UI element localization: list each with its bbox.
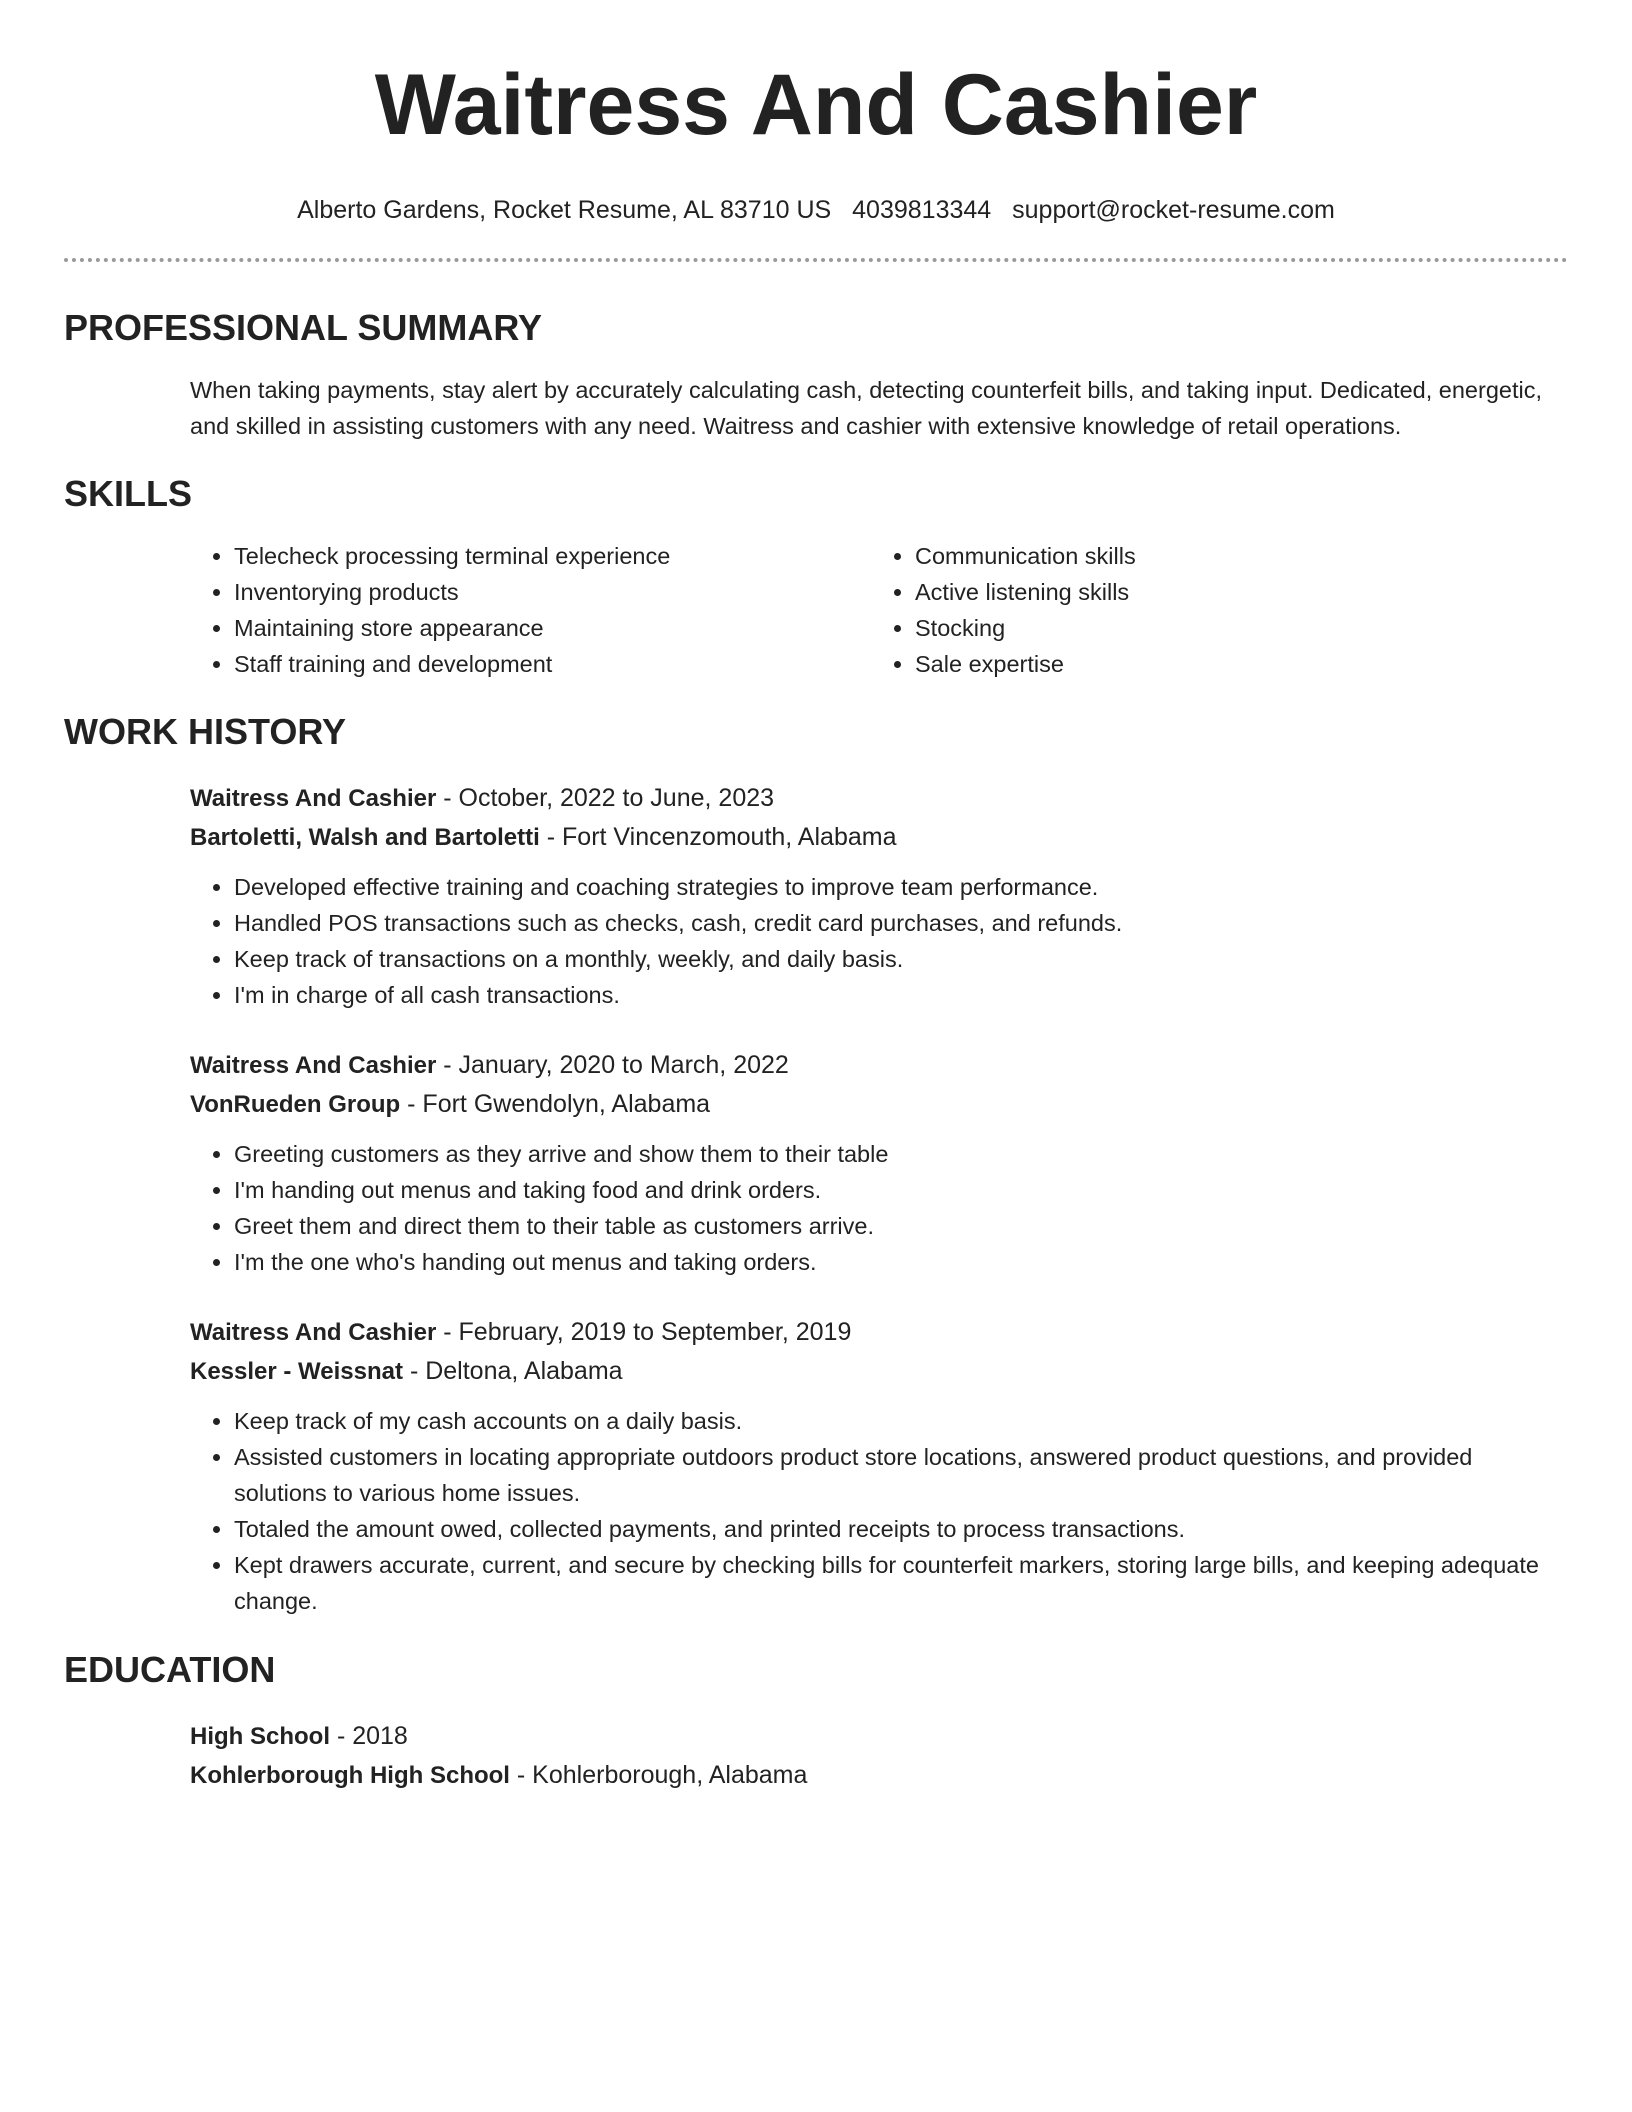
job-title-line: [190, 1046, 1568, 1085]
skill-item: • Active listening skills: [915, 574, 1552, 610]
job-bullet: • Assisted customers in locating appropriate outdoors product store locations, answered product questions, and provided solutions to various home issues.: [234, 1439, 1568, 1511]
skills-list: [64, 538, 1568, 682]
job-bullet: • Keep track of transactions on a monthly, weekly, and daily basis.: [234, 941, 1568, 977]
job-bullet: • Kept drawers accurate, current, and secure by checking bills for counterfeit markers, storing large bills, and keeping adequate change.: [234, 1547, 1568, 1619]
skill-item: • Staff training and development: [234, 646, 871, 682]
work-history-heading: WORK HISTORY: [64, 711, 347, 752]
skill-item: • Stocking: [915, 610, 1552, 646]
job-title: Waitress And Cashier: [190, 1319, 437, 1346]
job-company: Kessler - Weissnat: [190, 1358, 403, 1385]
job-dates: - January, 2020 to March, 2022: [436, 1051, 789, 1079]
job-company: VonRueden Group: [190, 1091, 401, 1118]
job-entry: [64, 779, 1568, 1013]
education-degree: High School: [190, 1723, 330, 1750]
skills-column-right: [871, 538, 1552, 682]
job-title: Waitress And Cashier: [190, 785, 437, 812]
job-location: - Fort Gwendolyn, Alabama: [400, 1090, 711, 1118]
job-company-line: [190, 1352, 1568, 1391]
education-heading: EDUCATION: [64, 1649, 276, 1690]
job-bullet: • I'm in charge of all cash transactions.: [234, 977, 1568, 1013]
job-bullet: • Totaled the amount owed, collected payments, and printed receipts to process transactions.: [234, 1511, 1568, 1547]
job-location: - Deltona, Alabama: [403, 1357, 623, 1385]
contact-line: [64, 194, 1568, 226]
education-year: - 2018: [330, 1722, 408, 1750]
job-company: Bartoletti, Walsh and Bartoletti: [190, 824, 540, 851]
job-title: Waitress And Cashier: [190, 1052, 437, 1079]
contact-phone: 4039813344: [852, 196, 992, 224]
job-bullet-list: [190, 1136, 1568, 1280]
job-bullet: • Keep track of my cash accounts on a daily basis.: [234, 1403, 1568, 1439]
job-entry: [64, 1046, 1568, 1280]
education-school: Kohlerborough High School: [190, 1762, 510, 1789]
job-title-line: [190, 1313, 1568, 1352]
job-bullet: • I'm handing out menus and taking food and drink orders.: [234, 1172, 1568, 1208]
skill-item: • Sale expertise: [915, 646, 1552, 682]
skill-item: • Inventorying products: [234, 574, 871, 610]
job-company-line: [190, 818, 1568, 857]
job-location: - Fort Vincenzomouth, Alabama: [539, 823, 897, 851]
job-company-line: [190, 1085, 1568, 1124]
header-divider: [64, 258, 1568, 262]
job-bullet-list: [190, 1403, 1568, 1619]
job-dates: - October, 2022 to June, 2023: [436, 784, 775, 812]
summary-heading: PROFESSIONAL SUMMARY: [64, 307, 543, 348]
job-title-line: [190, 779, 1568, 818]
skill-item: • Telecheck processing terminal experience: [234, 538, 871, 574]
education-school-line: [190, 1756, 1568, 1795]
job-dates: - February, 2019 to September, 2019: [436, 1318, 852, 1346]
skill-item: • Maintaining store appearance: [234, 610, 871, 646]
job-bullet: • Handled POS transactions such as checks, cash, credit card purchases, and refunds.: [234, 905, 1568, 941]
resume-title: Waitress And Cashier: [374, 57, 1258, 153]
job-bullet: • Developed effective training and coaching strategies to improve team performance.: [234, 869, 1568, 905]
job-bullet-list: [190, 869, 1568, 1013]
skills-heading: SKILLS: [64, 473, 193, 514]
job-entry: [64, 1313, 1568, 1619]
education-entry: [64, 1717, 1568, 1795]
skill-item: • Communication skills: [915, 538, 1552, 574]
job-bullet: • Greet them and direct them to their table as customers arrive.: [234, 1208, 1568, 1244]
contact-email: support@rocket-resume.com: [1012, 196, 1335, 224]
skills-column-left: [190, 538, 871, 682]
job-bullet: • I'm the one who's handing out menus and taking orders.: [234, 1244, 1568, 1280]
education-degree-line: [190, 1717, 1568, 1756]
contact-address: Alberto Gardens, Rocket Resume, AL 83710 US: [297, 196, 832, 224]
job-bullet: • Greeting customers as they arrive and show them to their table: [234, 1136, 1568, 1172]
education-location: - Kohlerborough, Alabama: [509, 1761, 808, 1789]
summary-text: When taking payments, stay alert by accurately calculating cash, detecting counterfeit bills, and taking input. Dedicated, energetic, and skilled in assisting customers with any need. Waitress and cashier with extensive knowledge of retail operations.: [190, 377, 1542, 439]
